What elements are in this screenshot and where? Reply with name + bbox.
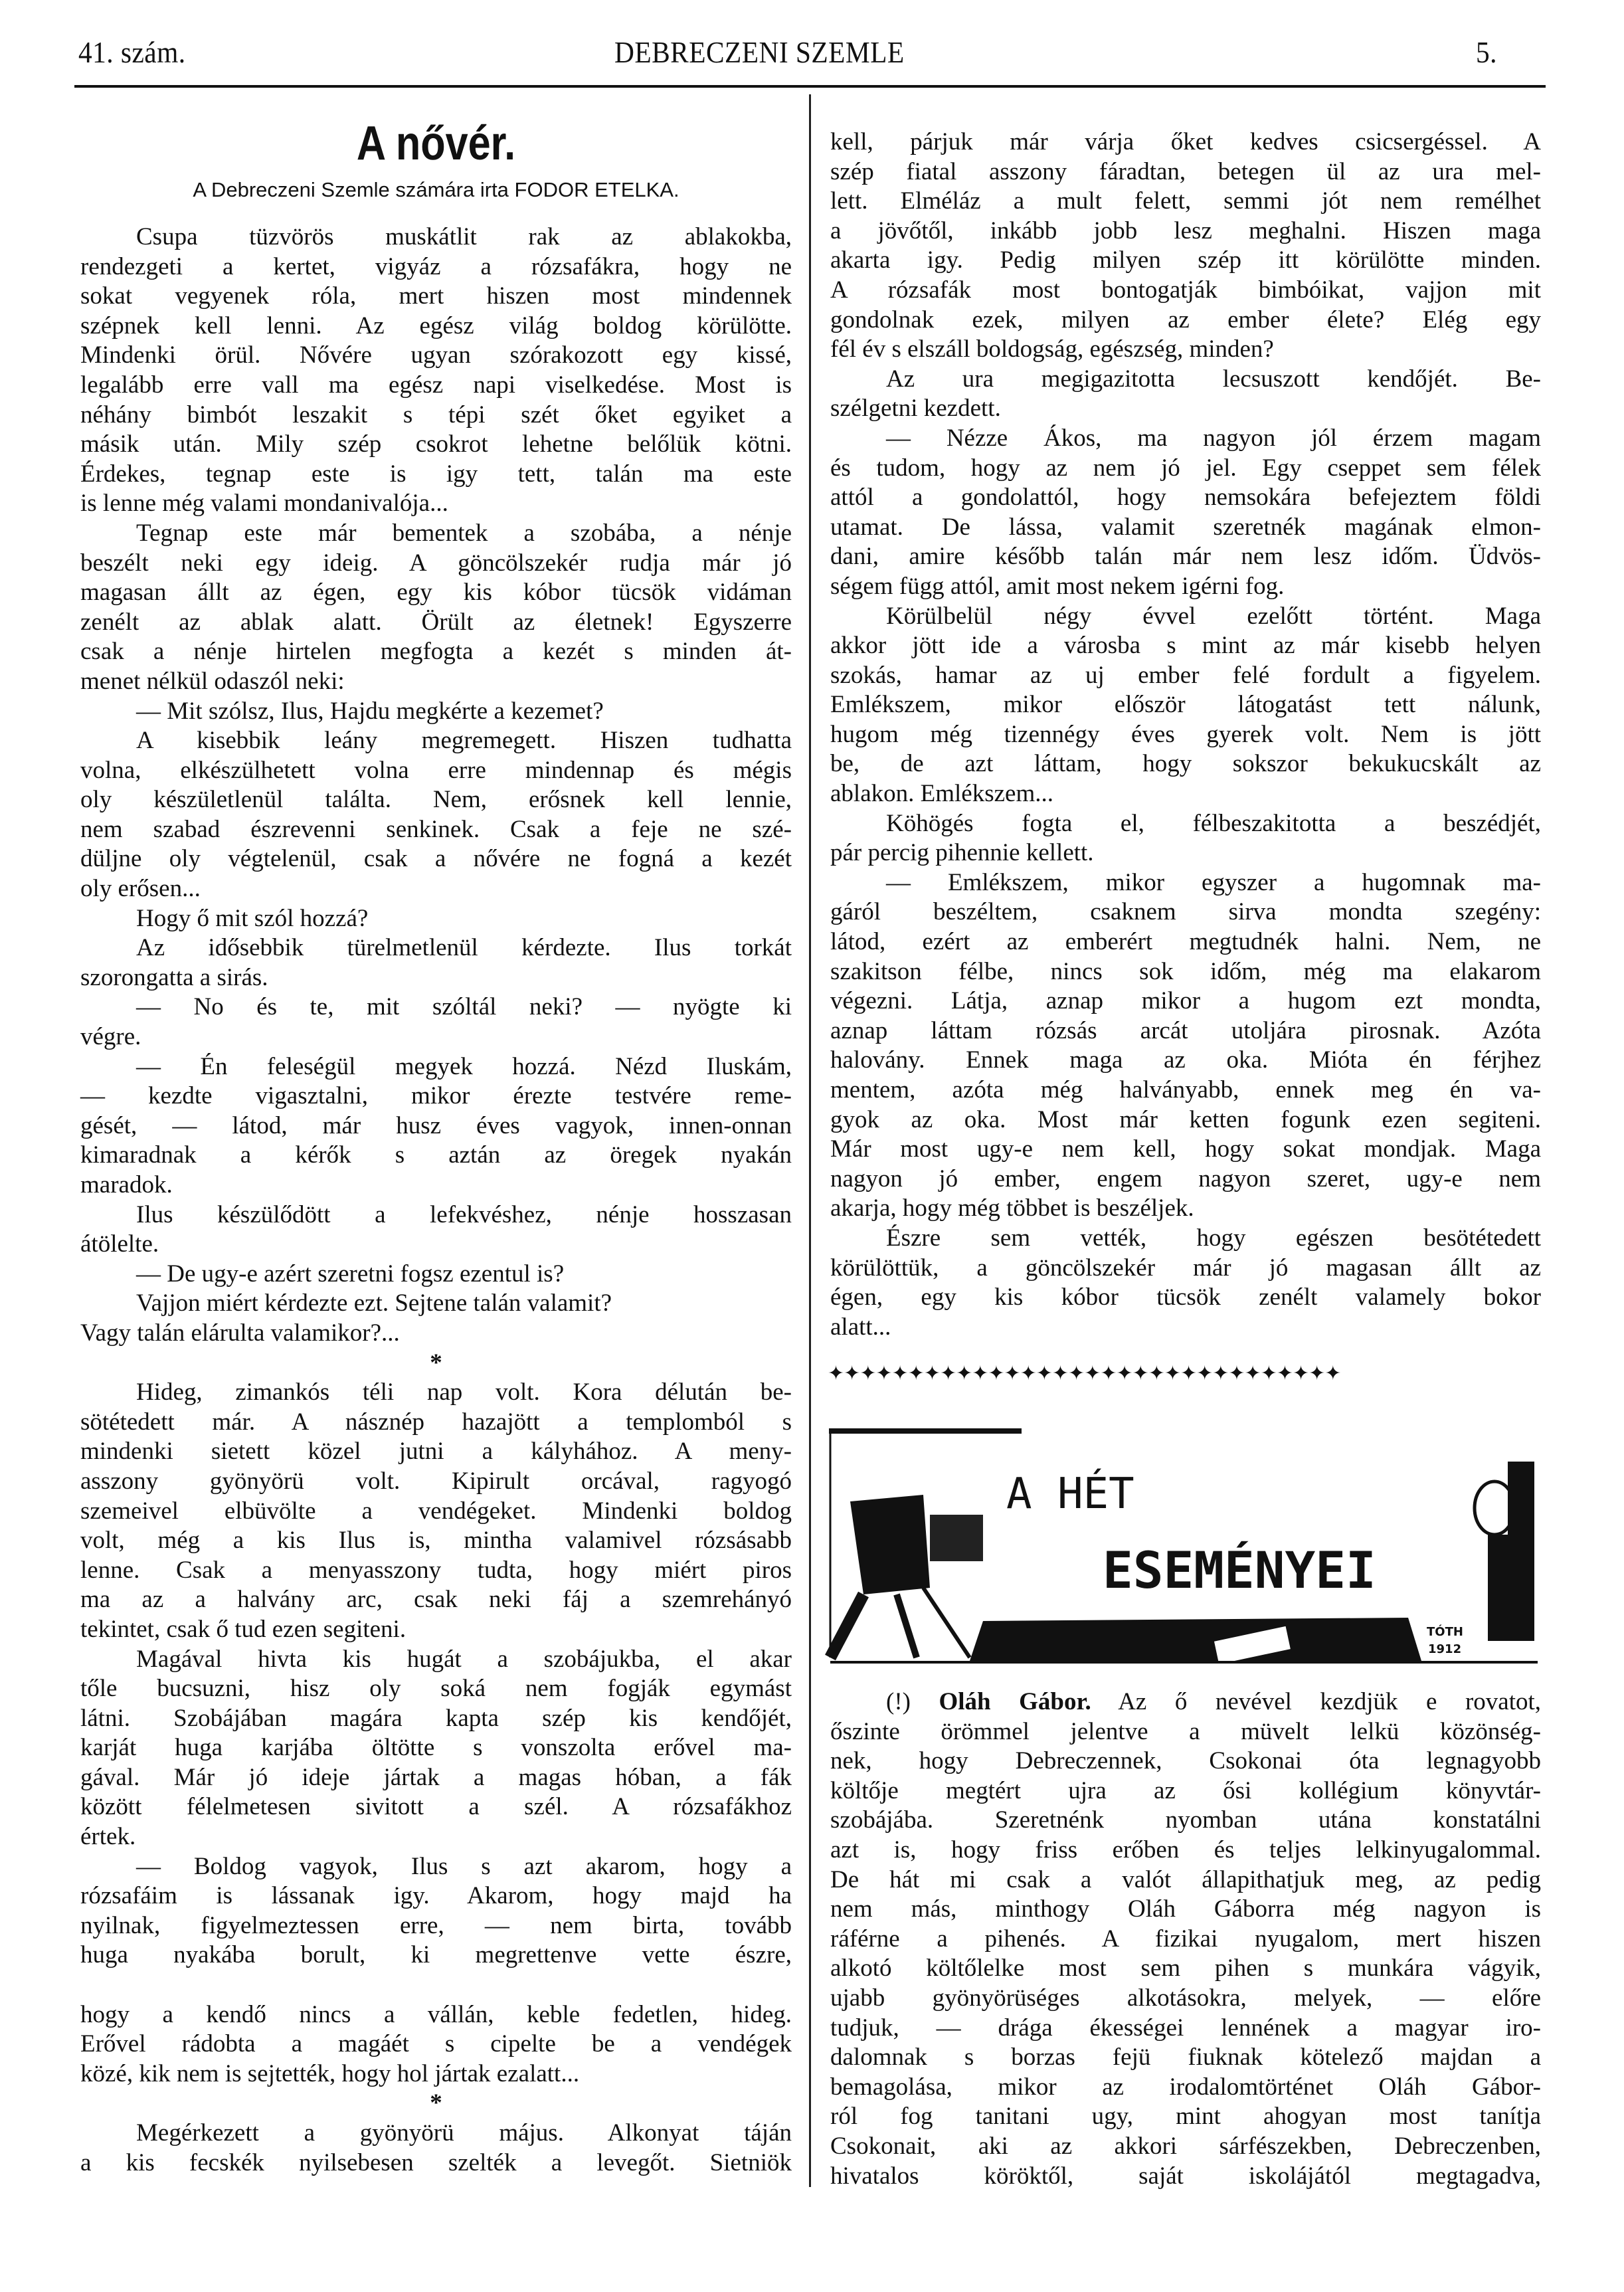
text-line: asszony gyönyörü volt. Kipirult orcával, ragyogó	[80, 1467, 792, 1495]
masthead: DEBRECZENI SZEMLE	[614, 35, 905, 69]
text-line: szorongatta a sirás.	[80, 963, 268, 991]
text-line: menet nélkül odaszól neki:	[80, 667, 345, 695]
news-lead: Oláh Gábor.	[939, 1688, 1091, 1715]
text-line: égen, egy kis kóbor tücsök zenélt valamely bokor	[830, 1284, 1541, 1311]
text-line: a kis fecskék nyilsebesen szelték a levegőt. Sietniök	[80, 2149, 792, 2176]
text-line: volna, elkészülhetett volna erre mindennap és mégis	[80, 756, 792, 784]
text-line: Vajjon miért kérdezte ezt. Sejtene talán valamit?	[136, 1289, 612, 1317]
text-line: látod, ezért az emberért megtudnék halni. Nem, ne	[830, 928, 1541, 956]
page-number: 5.	[1476, 35, 1497, 69]
column-divider	[809, 94, 811, 2187]
text-line: Már most ugy-e nem kell, hogy sokat mondjak. Maga	[830, 1135, 1541, 1163]
text-line: Erővel rádobta a magáét s cipelte be a vendégek	[80, 2030, 792, 2058]
text-line: hivatalos köröktől, saját iskolájától megtagadva,	[830, 2162, 1541, 2190]
text-line: szakitson félbe, nincs sok időm, még ma elakarom	[830, 957, 1541, 985]
text-line: alkotó költőlelke most sem pihen s munkára vágyik,	[830, 1955, 1541, 1982]
text-line: Vagy talán elárulta valamikor?...	[80, 1319, 400, 1347]
text-line: ráférne a pihenés. A fizikai nyugalom, mert hiszen	[830, 1925, 1541, 1953]
text-line: körülöttük, a göncölszekér már jó magasan állt az	[830, 1254, 1541, 1282]
banner-year: 1912	[1428, 1642, 1462, 1656]
text-line: zenélt az ablak alatt. Örült az életnek! Egyszerre	[80, 608, 792, 636]
text-line: tudjuk, — drága ékességei lennének a magyar iro-	[830, 2014, 1541, 2042]
text-line: Az ura megigazitotta lecsuszott kendőjét. Be-	[886, 365, 1541, 393]
weekly-events-banner-illustration	[824, 1422, 1541, 1668]
text-line: Mindenki örül. Nővére ugyan szórakozott egy kissé,	[80, 341, 792, 369]
text-line: szobájába. Szeretnénk nyomban utána konstatálni	[830, 1806, 1541, 1834]
text-line: ujabb gyönyörüséges alkotásokra, melyek, — előre	[830, 1984, 1541, 2012]
text-line: A kisebbik leány megremegett. Hiszen tudhatta	[136, 727, 792, 755]
text-line: Magával hivta kis hugát a szobájukba, el akar	[136, 1645, 792, 1673]
section-separator: *	[430, 1349, 442, 1377]
text-line: — Nézze Ákos, ma nagyon jól érzem magam	[886, 424, 1541, 452]
header-rule	[74, 85, 1546, 88]
text-line: ségem függ attól, amit most nekem igérni fog.	[830, 572, 1285, 600]
text-line: értek.	[80, 1823, 136, 1851]
text-line: átölelte.	[80, 1230, 159, 1258]
text-line: hugom még tizennégy éves gyerek volt. Nem is jött	[830, 720, 1541, 748]
text-line: Csokonait, aki az akkori sárfészekben, Debreczenben,	[830, 2132, 1541, 2160]
text-line: dani, amire később talán már nem lesz időm. Üdvös-	[830, 543, 1541, 571]
text-line: tőle bucsuzni, hisz oly soká nem fogják egymást	[80, 1675, 792, 1703]
text-line: sötétedett már. A násznép hazajött a templomból s	[80, 1408, 792, 1436]
ornament-divider: ✦✦✦✦✦✦✦✦✦✦✦✦✦✦✦✦✦✦✦✦✦✦✦✦✦✦✦✦✦✦✦✦	[828, 1363, 1341, 1385]
text-line: gondolnak ezek, milyen az ember élete? Elég egy	[830, 306, 1541, 334]
text-line: is lenne még valami mondanivalója...	[80, 490, 448, 518]
text-line: gáról beszéltem, csaknem sirva mondta szegény:	[830, 898, 1541, 926]
text-line: akkor jött ide a városba s mint az már kisebb helyen	[830, 632, 1541, 660]
text-line: Hideg, zimankós téli nap volt. Kora délután be-	[136, 1379, 792, 1406]
text-line: azt is, hogy friss erőben és teljes lelkinyugalommal.	[830, 1836, 1541, 1863]
text-line: Érdekes, tegnap este is igy tett, talán ma este	[80, 460, 792, 488]
text-line: attól a gondolattól, hogy nemsokára befejeztem földi	[830, 484, 1541, 512]
text-line: mindenki sietett közel jutni a kályhához. A meny-	[80, 1438, 792, 1466]
text-line: Hogy ő mit szól hozzá?	[136, 904, 369, 932]
text-line: lett. Elméláz a mult felett, semmi jót nem remélhet	[830, 187, 1541, 215]
blank-line	[80, 1970, 792, 2000]
text-line: — Boldog vagyok, Ilus s azt akarom, hogy a	[136, 1852, 792, 1880]
text-line: akarta igy. Pedig milyen szép itt körülötte minden.	[830, 246, 1541, 274]
text-line: szokás, hamar az uj ember felé fordult a figyelem.	[830, 661, 1541, 689]
text-line: Emlékszem, mikor először látogatást tett nálunk,	[830, 691, 1541, 719]
text-line: kell, párjuk már várja őket kedves csicsergéssel. A	[830, 128, 1541, 155]
text-line: Ilus készülődött a lefekvéshez, nénje hosszasan	[136, 1200, 792, 1228]
text-line: lenne. Csak a menyasszony tudta, hogy miért piros	[80, 1556, 792, 1584]
text-line: Észre sem vették, hogy egészen besötétedett	[886, 1224, 1541, 1252]
article-byline: A Debreczeni Szemle számára irta FODOR ETELKA.	[193, 178, 679, 201]
text-line: között félelmetesen sivitott a szél. A rózsafákhoz	[80, 1793, 792, 1821]
text-line: bemagolása, mikor az irodalomtörténet Oláh Gábor-	[830, 2073, 1541, 2101]
text-line: látni. Szobájában magára kapta szép kis kendőjét,	[80, 1704, 792, 1732]
text-line: ablakon. Emlékszem...	[830, 780, 1053, 808]
text-line: düljne oly végtelenül, csak a nővére ne fogná a kezét	[80, 845, 792, 873]
banner-line1: A HÉT	[1006, 1470, 1134, 1519]
text-line: végezni. Látja, aznap mikor a hugom ezt mondta,	[830, 987, 1541, 1015]
text-line: De hát mi csak a valót állapithatjuk meg, az pedig	[830, 1865, 1541, 1893]
text-line: maradok.	[80, 1171, 173, 1198]
text-line: Körülbelül négy évvel ezelőtt történt. Maga	[886, 602, 1541, 630]
text-line: szemeivel elbüvölte a vendégeket. Mindenki boldog	[80, 1497, 792, 1525]
text-line: mentem, azóta még halványabb, ennek meg én va-	[830, 1076, 1541, 1103]
text-line: Köhögés fogta el, félbeszakitotta a beszédjét,	[886, 809, 1541, 837]
text-line: — No és te, mit szóltál neki? — nyögte ki	[136, 993, 792, 1021]
text-line: végre.	[80, 1023, 141, 1051]
text-line: hogy a kendő nincs a vállán, keble fedetlen, hideg.	[80, 2000, 792, 2028]
text-line: fél év s elszáll boldogság, egészség, minden?	[830, 335, 1274, 363]
text-line: — Mit szólsz, Ilus, Hajdu megkérte a kezemet?	[136, 697, 604, 725]
text-line: oly készületlenül találta. Nem, erősnek kell lennie,	[80, 786, 792, 814]
article-title: A nővér.	[356, 117, 516, 170]
text-line: — Emlékszem, mikor egyszer a hugomnak ma-	[886, 868, 1541, 896]
text-line: — kezdte vigasztalni, mikor érezte testvére reme-	[80, 1082, 792, 1110]
text-line: utamat. De lássa, valamit szeretnék magának elmon-	[830, 513, 1541, 541]
text-line: huga nyakába borult, ki megrettenve vette észre,	[80, 1941, 792, 1969]
text-line: halovány. Ennek maga az oka. Mióta én férjhez	[830, 1046, 1541, 1074]
text-line: volt, még a kis Ilus is, mintha valamivel rózsásabb	[80, 1527, 792, 1555]
banner-line2: ESEMÉNYEI	[1103, 1541, 1376, 1600]
text-line: Az idősebbik türelmetlenül kérdezte. Ilus torkát	[136, 934, 792, 962]
text-line: nyilnak, figyelmeztessen erre, — nem birta, tovább	[80, 1911, 792, 1939]
text-line: nagyon jó ember, engem nagyon szeret, ugy-e nem	[830, 1165, 1541, 1193]
section-separator: *	[430, 2089, 442, 2117]
text-line: csak a nénje hirtelen megfogta a kezét s minden át-	[80, 638, 792, 666]
text-line: nem más, minthogy Oláh Gáborra még nagyon is	[830, 1895, 1541, 1923]
text-line: gyok az oka. Most már ketten fogunk ezen segiteni.	[830, 1105, 1541, 1133]
text-line: beszélt neki egy ideig. A göncölszekér rudja már jó	[80, 549, 792, 577]
text-line: szép fiatal asszony fáradtan, betegen ül az ura mel-	[830, 157, 1541, 185]
text-line: közé, kik nem is sejtették, hogy hol jártak ezalatt...	[80, 2059, 580, 2087]
text-line: rózsafáim is lássanak igy. Akarom, hogy majd ha	[80, 1882, 792, 1910]
text-line: karját huga karjába öltötte s vonszolta erővel ma-	[80, 1734, 792, 1762]
text-line: szélgetni kezdett.	[830, 395, 1001, 423]
text-line: szépnek kell lenni. Az egész világ boldog körülötte.	[80, 312, 792, 339]
text-line: — De ugy-e azért szeretni fogsz ezentul is?	[136, 1260, 565, 1288]
right-column	[830, 128, 1541, 1342]
text-line: gését, — látod, már husz éves vagyok, innen-onnan	[80, 1111, 792, 1139]
text-line: Megérkezett a gyönyörü május. Alkonyat táján	[136, 2119, 792, 2147]
text-line: ma az a halvány arc, csak neki fáj a szemrehányó	[80, 1586, 792, 1614]
text-line: gával. Már jó ideje jártak a magas hóban, a fák	[80, 1763, 792, 1791]
news-text: Az ő nevével kezdjük e rovatot,	[1091, 1688, 1541, 1715]
left-column	[80, 223, 792, 2178]
photographer-figure-icon	[1475, 1462, 1534, 1641]
text-line: költője megtért ujra az ősi kollégium könyvtár-	[830, 1776, 1541, 1804]
text-line: sokat vegyenek róla, mert hiszen most mindennek	[80, 282, 792, 310]
text-line: A rózsafák most bontogatják bimbóikat, vajjon mit	[830, 276, 1541, 304]
text-line: rendezgeti a kertet, vigyáz a rózsafákra, hogy ne	[80, 252, 792, 280]
text-line: legalább erre vall ma egész napi viselkedése. Most is	[80, 371, 792, 399]
text-line: oly erősen...	[80, 875, 201, 903]
text-line: akarja, hogy még többet is beszéljek.	[830, 1194, 1194, 1222]
camera-icon	[830, 1495, 983, 1658]
text-line: dalomnak s borzas fejü fiuknak kötelező majdan a	[830, 2044, 1541, 2071]
text-line: magasan állt az égen, egy kis kóbor tücsök vidáman	[80, 579, 792, 607]
text-line: és tudom, hogy az nem jó jel. Egy cseppet sem félek	[830, 454, 1541, 482]
text-line: kimaradnak a kérők s aztán az öregek nyakán	[80, 1141, 792, 1169]
text-line: másik után. Mily szép csokrot lehetne belőlük kötni.	[80, 430, 792, 458]
text-line: Csupa tüzvörös muskátlit rak az ablakokba,	[136, 223, 792, 250]
text-line: nek, hogy Debreczennek, Csokonai óta legnagyobb	[830, 1747, 1541, 1775]
text-line: tekintet, csak ő tud ezen segiteni.	[80, 1615, 406, 1643]
text-line: pár percig pihennie kellett.	[830, 839, 1094, 867]
news-marker: (!)	[886, 1688, 939, 1715]
text-line: — Én feleségül megyek hozzá. Nézd Iluskám,	[136, 1052, 792, 1080]
text-line: néhány bimbót leszakit s tépi szét őket egyiket a	[80, 401, 792, 429]
text-line: ról fog tanitani ugy, mint ahogyan most tanítja	[830, 2103, 1541, 2131]
text-line: alatt...	[830, 1313, 891, 1341]
text-line: nem szabad észrevenni senkinek. Csak a feje ne szé-	[80, 815, 792, 843]
issue-number: 41. szám.	[78, 35, 186, 69]
news-first-line	[830, 1687, 1541, 1717]
text-line: őszinte örömmel jelentve a müvelt lelkü közönség-	[830, 1717, 1541, 1745]
text-line: Tegnap este már bementek a szobába, a nénje	[136, 519, 792, 547]
banner-signature: TÓTH	[1427, 1625, 1463, 1639]
text-line: be, de azt láttam, hogy sokszor bekukucskált az	[830, 750, 1541, 778]
text-line: aznap láttam rózsás arcát utoljára pirosnak. Azóta	[830, 1016, 1541, 1044]
text-line: a jövőtől, inkább jobb lesz meghalni. Hiszen maga	[830, 217, 1541, 244]
news-column	[830, 1687, 1541, 2191]
